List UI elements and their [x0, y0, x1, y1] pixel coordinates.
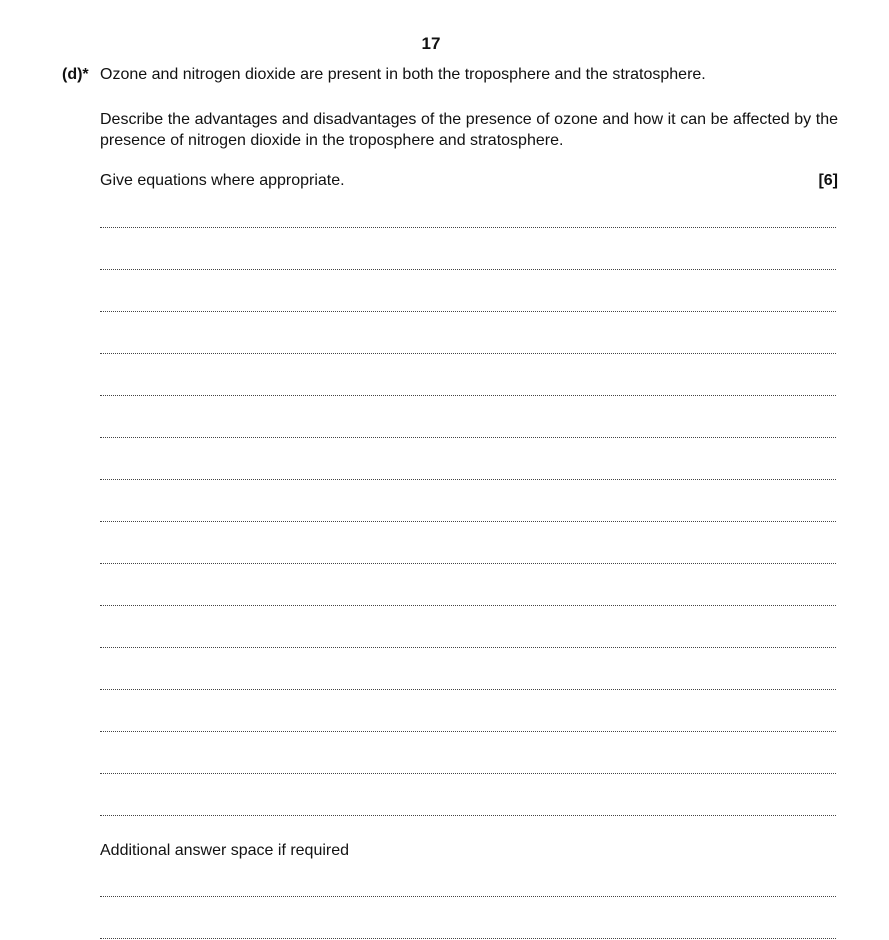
answer-line[interactable] [100, 647, 836, 648]
answer-line[interactable] [100, 269, 836, 270]
answer-line[interactable] [100, 689, 836, 690]
answer-line[interactable] [100, 521, 836, 522]
answer-line[interactable] [100, 773, 836, 774]
answer-line[interactable] [100, 311, 836, 312]
question-label: (d)* [62, 66, 89, 83]
answer-line[interactable] [100, 479, 836, 480]
answer-line[interactable] [100, 437, 836, 438]
answer-line[interactable] [100, 563, 836, 564]
answer-line[interactable] [100, 605, 836, 606]
answer-line[interactable] [100, 731, 836, 732]
marks-indicator: [6] [818, 172, 838, 189]
answer-line[interactable] [100, 353, 836, 354]
answer-line[interactable] [100, 815, 836, 816]
question-instruction: Give equations where appropriate. [100, 172, 345, 189]
answer-line[interactable] [100, 395, 836, 396]
additional-space-label: Additional answer space if required [100, 842, 350, 859]
question-describe: Describe the advantages and disadvantages of the presence of ozone and how it can be affected by the presence of nitrogen dioxide in the troposphere and stratosphere. [100, 111, 838, 149]
additional-answer-line[interactable] [100, 896, 836, 897]
page-number: 17 [421, 34, 441, 53]
answer-line[interactable] [100, 227, 836, 228]
additional-answer-line[interactable] [100, 938, 836, 939]
question-text: Ozone and nitrogen dioxide are present in both the troposphere and the stratosphere. [100, 66, 706, 83]
